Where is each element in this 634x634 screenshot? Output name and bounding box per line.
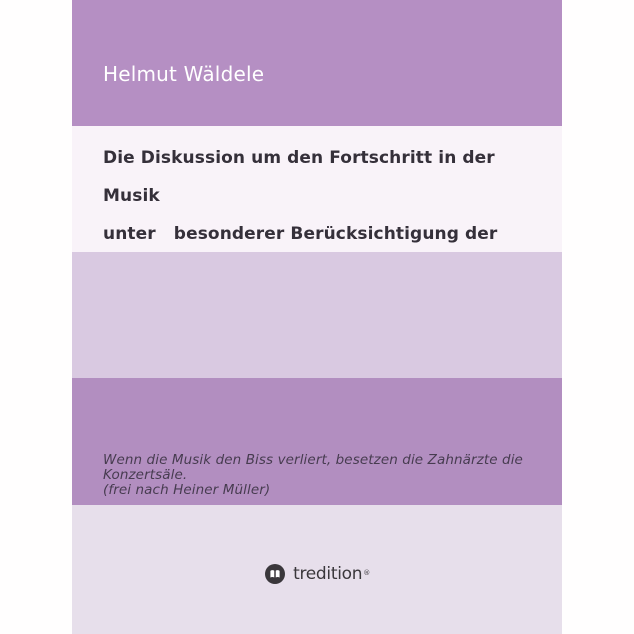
spacer-band (72, 252, 562, 378)
epigraph-attribution: (frei nach Heiner Müller) (103, 482, 271, 498)
book-title-line-1: Die Diskussion um den Fortschritt in der Musik (103, 148, 501, 206)
book-cover (72, 0, 562, 634)
author-band (72, 0, 562, 126)
book-title-line-2: unter besonderer Berücksichtigung der (103, 224, 498, 244)
footer-band (72, 505, 562, 634)
epigraph-quote: Wenn die Musik den Biss verliert, besetzen die Zahnärzte die Konzertsäle. (103, 452, 523, 483)
title-band (72, 126, 562, 252)
publisher-wordmark (293, 564, 369, 584)
registered-trademark-symbol: ® (363, 569, 370, 577)
quote-band (72, 378, 562, 505)
publisher-logo (72, 564, 562, 584)
author-name: Helmut Wäldele (103, 62, 265, 86)
publisher-name: tredition (293, 564, 363, 584)
open-book-icon (265, 564, 285, 584)
